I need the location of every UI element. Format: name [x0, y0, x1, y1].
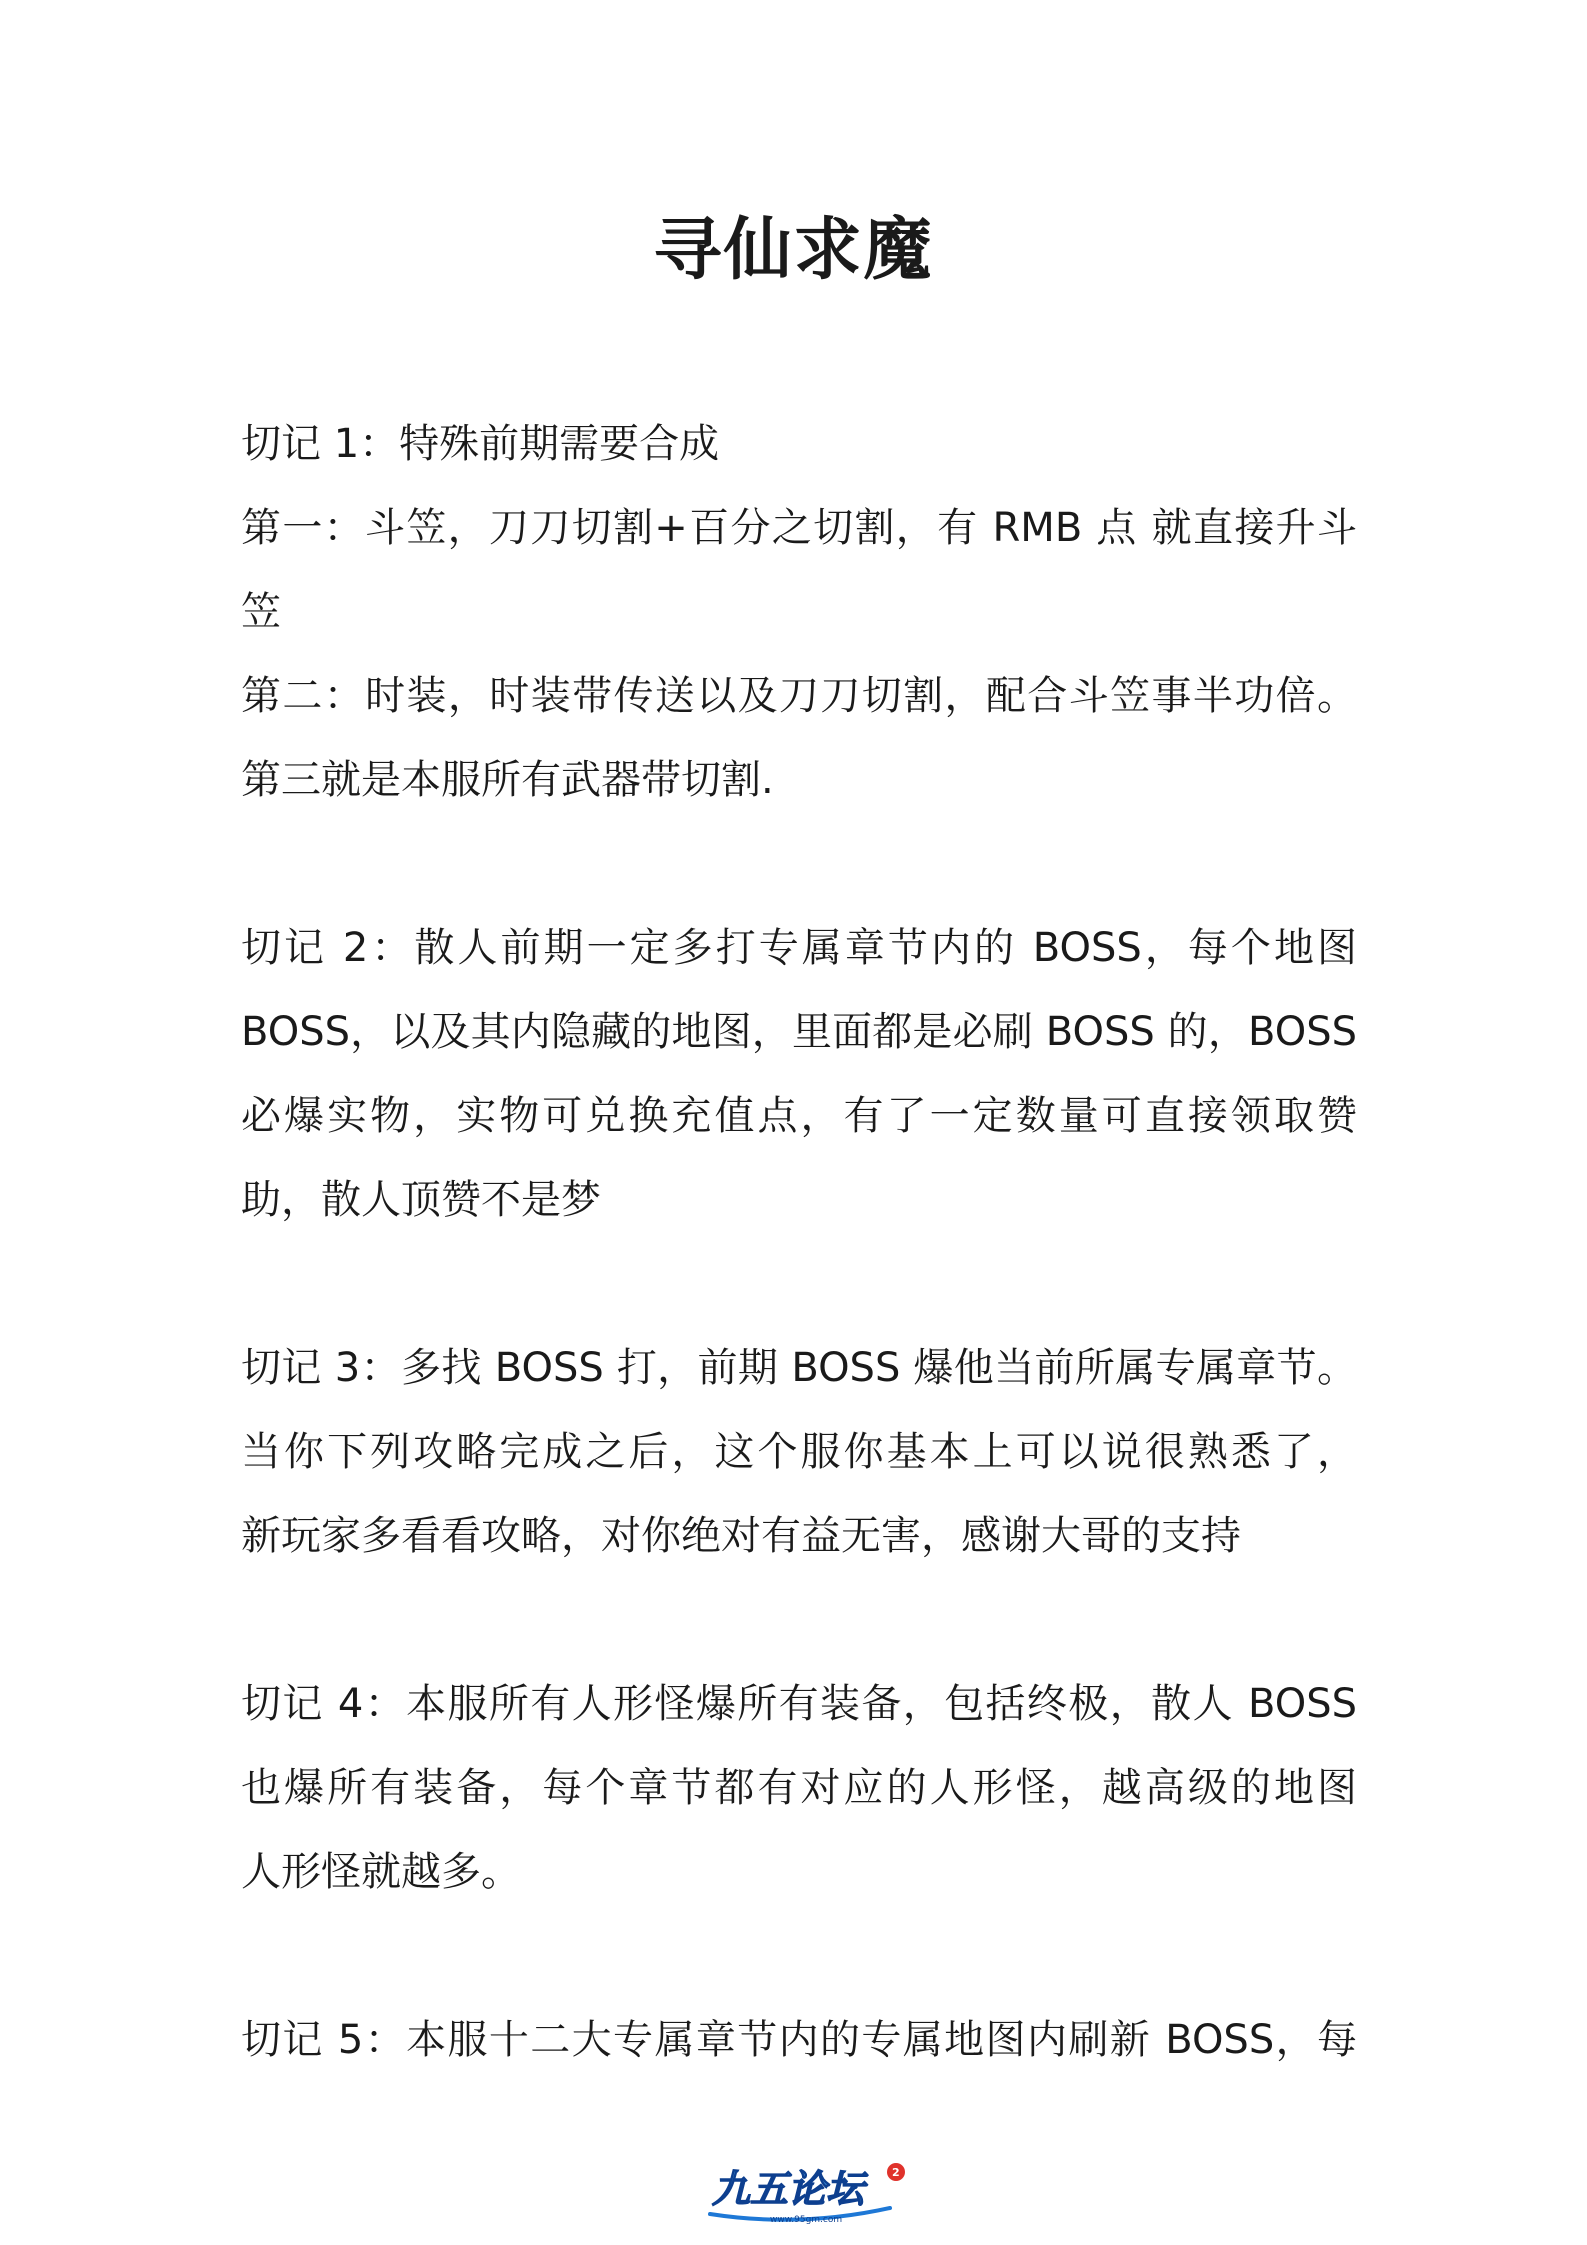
paragraph-line: 切记 2：散人前期一定多打专属章节内的 BOSS，每个地图	[241, 925, 1357, 971]
paragraph-line: 第二：时装，时装带传送以及刀刀切割，配合斗笠事半功倍。	[241, 673, 1357, 719]
paragraph-line: 人形怪就越多。	[241, 1849, 521, 1895]
paragraph-line: 助，散人顶赞不是梦	[241, 1177, 601, 1223]
forum-logo	[700, 2158, 920, 2228]
paragraph-line: 新玩家多看看攻略，对你绝对有益无害，感谢大哥的支持	[241, 1513, 1241, 1559]
paragraph-spacer	[241, 1914, 1357, 1998]
section-2	[241, 906, 1357, 1242]
paragraph-spacer	[241, 1242, 1357, 1326]
paragraph-line: 第一：斗笠，刀刀切割+百分之切割，有 RMB 点 就直接升斗	[241, 505, 1357, 551]
section-4	[241, 1662, 1357, 1914]
paragraph-spacer	[241, 822, 1357, 906]
paragraph-line: 第三就是本服所有武器带切割.	[241, 757, 774, 803]
section-5	[241, 1998, 1357, 2082]
logo-wordmark: 九五论坛	[712, 2167, 865, 2211]
document-title: 寻仙求魔	[653, 210, 934, 290]
paragraph-line: 切记 4：本服所有人形怪爆所有装备，包括终极，散人 BOSS	[241, 1681, 1357, 1727]
paragraph-line: 切记 3：多找 BOSS 打，前期 BOSS 爆他当前所属专属章节。	[241, 1345, 1357, 1391]
logo-url: www.95gm.com	[770, 2215, 843, 2225]
paragraph-line: 笠	[241, 589, 281, 635]
paragraph-line: 当你下列攻略完成之后，这个服你基本上可以说很熟悉了，	[241, 1429, 1357, 1475]
document-body	[241, 402, 1357, 2082]
logo-badge-text: 2	[892, 2166, 900, 2179]
paragraph-line: 切记 5：本服十二大专属章节内的专属地图内刷新 BOSS，每	[241, 2017, 1357, 2063]
paragraph-line: 切记 1：特殊前期需要合成	[241, 421, 720, 467]
paragraph-line: 必爆实物，实物可兑换充值点，有了一定数量可直接领取赞	[241, 1093, 1357, 1139]
paragraph-spacer	[241, 1578, 1357, 1662]
paragraph-line: BOSS，以及其内隐藏的地图，里面都是必刷 BOSS 的，BOSS	[241, 1009, 1357, 1055]
section-3	[241, 1326, 1357, 1578]
section-1	[241, 402, 1357, 822]
paragraph-line: 也爆所有装备，每个章节都有对应的人形怪，越高级的地图	[241, 1765, 1357, 1811]
